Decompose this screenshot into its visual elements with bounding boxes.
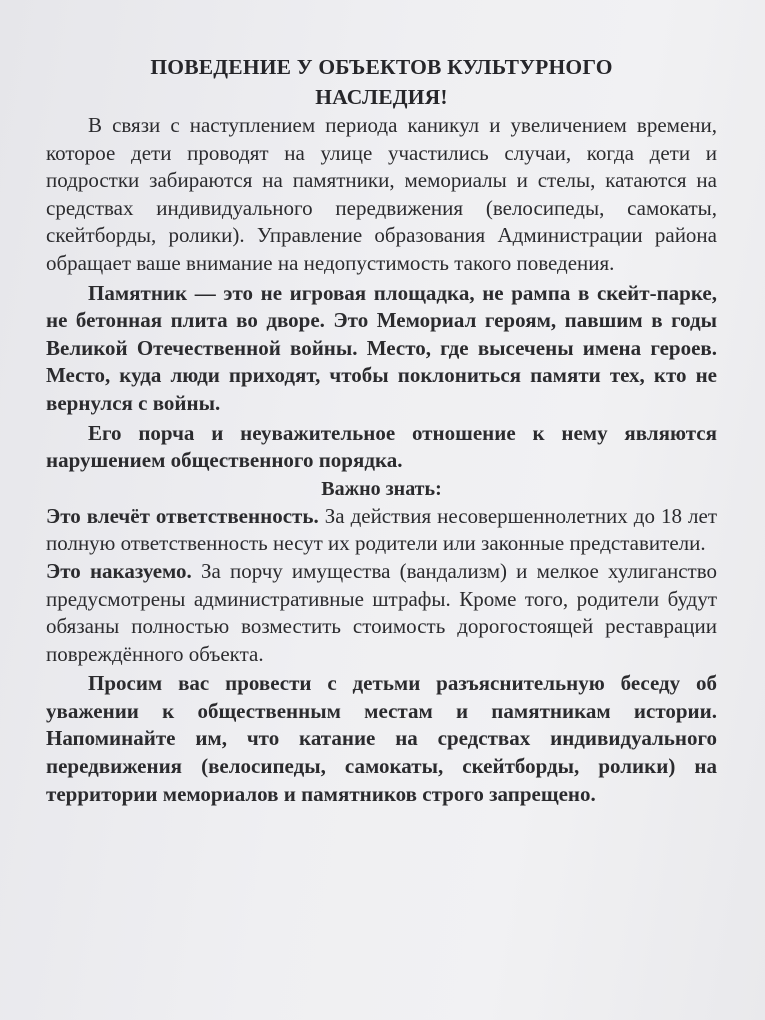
punishment-label: Это наказуемо. (46, 558, 192, 583)
responsibility-label: Это влечёт ответственность. (46, 503, 319, 528)
title-line-1: ПОВЕДЕНИЕ У ОБЪЕКТОВ КУЛЬТУРНОГО (150, 55, 613, 79)
monument-paragraph: Памятник — это не игровая площадка, не рампа в скейт-парке, не бетонная плита во дворе. Это Мемориал героям, павшим в годы Великой Отечественной войны. Место, где высечены имена героев. Место, куда люди приходят, чтобы поклониться памяти тех, кто не вернулся с войны. (46, 280, 717, 415)
important-heading: Важно знать: (321, 477, 442, 500)
responsibility-item (46, 503, 717, 558)
intro-paragraph: В связи с наступлением периода каникул и увеличением времени, которое дети проводят на улице участились случаи, когда дети и подростки забираются на памятники, мемориалы и стелы, катаются на средствах индивидуального передвижения (велосипеды, самокаты, скейтборды, ролики). Управление образования Администрации района обращает ваше внимание на недопустимость такого поведения. (46, 113, 717, 275)
violation-paragraph: Его порча и неуважительное отношение к нему являются нарушением общественного порядка. (46, 420, 717, 473)
punishment-item (46, 558, 717, 668)
punishment-text: За порчу имущества (вандализм) и мелкое хулиганство предусмотрены административные штрафы. Кроме того, родители будут обязаны полностью возместить стоимость дорогостоящей реставрации повреждённого объекта. (46, 558, 717, 666)
document-title (46, 52, 717, 112)
responsibility-text: За действия несовершеннолетних до 18 лет полную ответственность несут их родители или законные представители. (46, 503, 717, 556)
request-paragraph: Просим вас провести с детьми разъяснительную беседу об уважении к общественным местам и памятникам истории. Напоминайте им, что катание на средствах индивидуального передвижения (велосипеды, самокаты, скейтборды, ролики) на территории мемориалов и памятников строго запрещено. (46, 671, 717, 806)
title-line-2: НАСЛЕДИЯ! (315, 85, 448, 109)
